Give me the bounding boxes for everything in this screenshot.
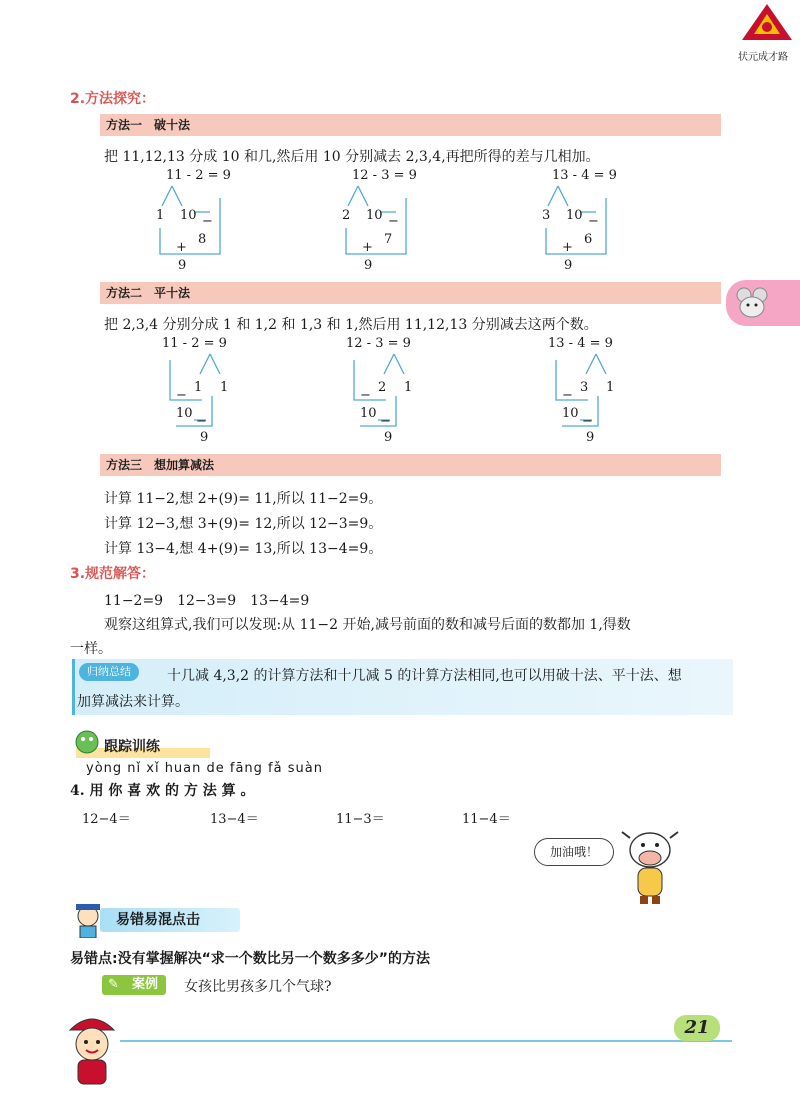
minus-sign-2: − (380, 414, 391, 429)
split-one: 3 (542, 208, 551, 223)
question-4: 4. 用 你 喜 欢 的 方 法 算 。 (70, 783, 255, 799)
split-ten: 10 (366, 208, 383, 223)
encourage-bubble: 加油哦！ (534, 838, 614, 866)
method2-bar: 方法二 平十法 (100, 282, 721, 304)
method3-line-1: 计算 11−2,想 2+(9)= 11,所以 11−2=9。 (104, 491, 383, 507)
ten: 10 (562, 406, 579, 421)
observation-line-2: 一样。 (70, 641, 112, 657)
case-badge (102, 975, 166, 995)
result: 9 (564, 258, 573, 273)
minus-sign-1: − (562, 388, 573, 403)
plus-sign: + (562, 240, 573, 255)
mouse-icon (732, 283, 772, 323)
method1-desc: 把 11,12,13 分成 10 和几,然后用 10 分别减去 2,3,4,再把所得的差与几相加。 (104, 149, 600, 165)
method3-bar: 方法三 想加算减法 (100, 454, 721, 476)
result: 9 (384, 430, 393, 445)
publisher-logo (738, 2, 796, 44)
equation: 11 - 2 = 9 (162, 336, 227, 351)
method2-diagram-1 (150, 336, 270, 446)
ten: 10 (360, 406, 377, 421)
practice-title: 跟踪训练 (104, 739, 160, 755)
part-a: 2 (378, 380, 387, 395)
footer-line (120, 1040, 732, 1042)
case-label: 案例 (131, 977, 158, 992)
difference: 6 (584, 232, 593, 247)
difference: 8 (198, 232, 207, 247)
equation: 12 - 3 = 9 (346, 336, 411, 351)
part-a: 1 (194, 380, 203, 395)
split-one: 2 (342, 208, 351, 223)
method2-diagram-3 (536, 336, 656, 446)
minus-sign: − (388, 214, 399, 229)
minus-sign: − (588, 214, 599, 229)
method1-bar: 方法一 破十法 (100, 114, 721, 136)
equation: 13 - 4 = 9 (548, 336, 613, 351)
summary-line-2: 加算减法来计算。 (77, 694, 189, 710)
plus-sign: + (362, 240, 373, 255)
minus-sign-1: − (360, 388, 371, 403)
equation: 11 - 2 = 9 (166, 168, 231, 183)
error-badge: 易错易混点击 (100, 908, 240, 932)
summary-line-1: 十几减 4,3,2 的计算方法和十几减 5 的计算方法相同,也可以用破十法、平十法、想 (167, 668, 682, 684)
minus-sign: − (202, 214, 213, 229)
equation: 13 - 4 = 9 (552, 168, 617, 183)
result: 9 (178, 258, 187, 273)
equation: 12 - 3 = 9 (352, 168, 417, 183)
part-b: 1 (220, 380, 229, 395)
part-b: 1 (606, 380, 615, 395)
minus-sign-1: − (176, 388, 187, 403)
summary-badge: 归纳总结 (79, 663, 139, 681)
method2-desc: 把 2,3,4 分别分成 1 和 1,2 和 1,3 和 1,然后用 11,12,13 分别减去这两个数。 (104, 317, 598, 333)
side-tab (726, 280, 800, 326)
part-b: 1 (404, 380, 413, 395)
practice-item-1[interactable]: 12−4＝ (82, 812, 131, 827)
method3-line-3: 计算 13−4,想 4+(9)= 13,所以 13−4=9。 (104, 541, 383, 557)
turtle-icon (72, 726, 102, 756)
ten: 10 (176, 406, 193, 421)
practice-item-2[interactable]: 13−4＝ (210, 812, 259, 827)
logo-text: 状元成才路 (738, 52, 788, 63)
minus-sign-2: − (582, 414, 593, 429)
split-ten: 10 (180, 208, 197, 223)
observation-line-1: 观察这组算式,我们可以发现:从 11−2 开始,减号前面的数和减号后面的数都加 1,得数 (104, 617, 631, 633)
part-a: 3 (580, 380, 589, 395)
section2-title: 2.方法探究： (70, 91, 156, 107)
method1-diagram-2 (336, 168, 456, 278)
page-number: 21 (674, 1015, 720, 1041)
method1-diagram-3 (536, 168, 656, 278)
result: 9 (364, 258, 373, 273)
difference: 7 (384, 232, 393, 247)
error-point: 易错点:没有掌握解决“求一个数比另一个数多多少”的方法 (70, 951, 430, 967)
split-one: 1 (156, 208, 165, 223)
method2-diagram-2 (334, 336, 454, 446)
cow-mascot-icon (618, 828, 682, 908)
summary-box (72, 659, 733, 715)
pinyin-line: yòng nǐ xǐ huan de fāng fǎ suàn (86, 761, 323, 776)
split-ten: 10 (566, 208, 583, 223)
result: 9 (586, 430, 595, 445)
minus-sign-2: − (196, 414, 207, 429)
pencil-icon: ✎ (108, 977, 119, 992)
plus-sign: + (176, 240, 187, 255)
practice-item-3[interactable]: 11−3＝ (336, 812, 385, 827)
practice-item-4[interactable]: 11−4＝ (462, 812, 511, 827)
method3-line-2: 计算 12−3,想 3+(9)= 12,所以 12−3=9。 (104, 516, 383, 532)
boy-mascot-icon (62, 1008, 122, 1090)
section3-title: 3.规范解答： (70, 566, 156, 582)
method1-diagram-1 (150, 168, 270, 278)
result: 9 (200, 430, 209, 445)
case-text: 女孩比男孩多几个气球? (184, 979, 332, 995)
answers: 11−2=9 12−3=9 13−4=9 (104, 593, 310, 609)
